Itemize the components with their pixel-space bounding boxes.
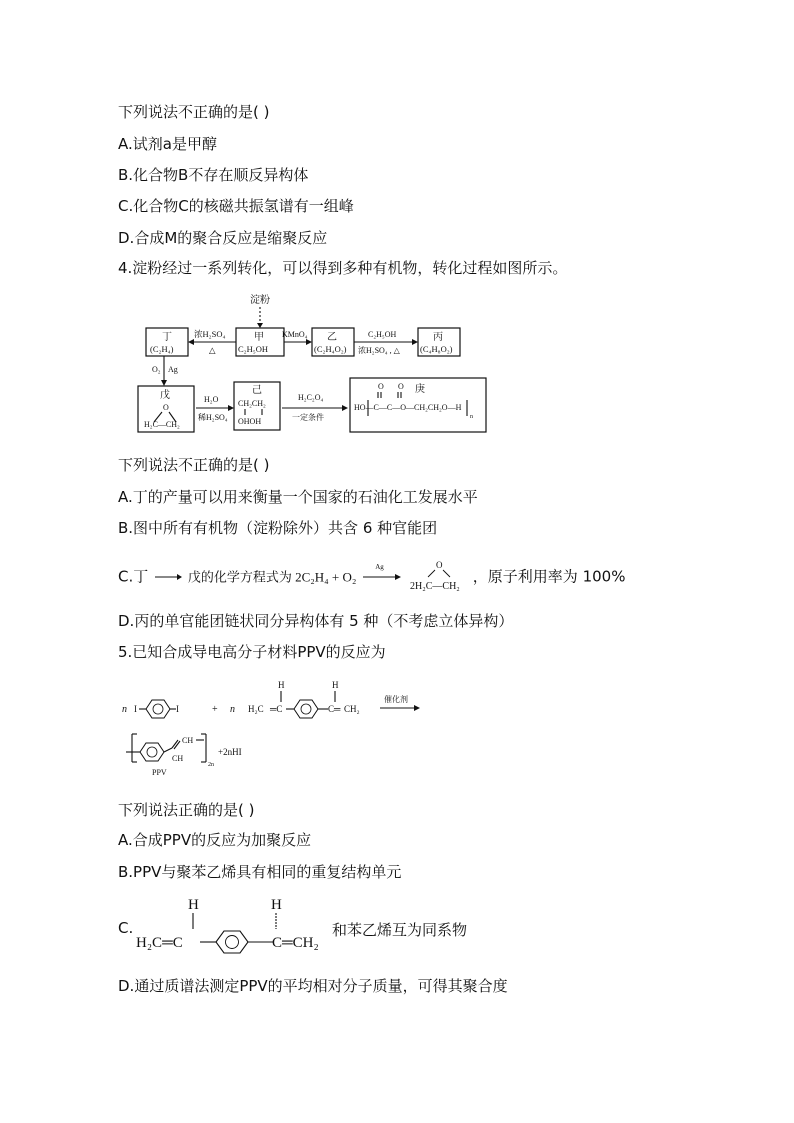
ppv-ch-top: CH	[182, 736, 194, 745]
q4-stem: 下列说法不正确的是( )	[118, 456, 270, 474]
jia-formula: C₂H₅OH	[238, 344, 269, 354]
q3-stem: 下列说法不正确的是( )	[118, 103, 270, 121]
svg-text:H₂C—CH₂: H₂C—CH₂	[144, 420, 180, 429]
epoxide-structure	[408, 560, 468, 592]
ding-formula: (C₂H₄)	[150, 344, 174, 354]
svg-text:O: O	[378, 382, 384, 391]
ding-name: 丁	[162, 332, 172, 343]
geng-formula: HO—C—C—O—CH₂CH₂O—H	[354, 403, 462, 412]
divinyl-right-group: C═CH₂	[272, 935, 319, 951]
starch-label: 淀粉	[250, 295, 270, 306]
cond-oxalic: H₂C₂O₄	[298, 393, 324, 402]
svg-text:O: O	[163, 403, 169, 412]
coef-n2: n	[230, 704, 235, 715]
ji-bottom: OHOH	[238, 417, 262, 426]
cond-dil-h2so4: 稀H₂SO₄	[198, 413, 228, 422]
cond-delta: △	[209, 345, 216, 355]
q4-conversion-diagram	[132, 290, 492, 438]
cond-kmno4: KMnO₄	[282, 330, 308, 339]
q3-option-b: B.化合物B不存在顺反异构体	[118, 166, 309, 184]
cond-h2so4-delta: 浓H₂SO₄ , △	[358, 346, 400, 355]
coef-n1: n	[122, 704, 127, 715]
svg-text:O: O	[436, 560, 443, 570]
q4-option-a: A.丁的产量可以用来衡量一个国家的石油化工发展水平	[118, 488, 478, 506]
q3-option-c: C.化合物C的核磁共振氢谱有一组峰	[118, 197, 354, 215]
svg-text:═C: ═C	[270, 704, 283, 714]
reaction-arrow-icon	[153, 567, 183, 587]
geng-name: 庚	[415, 384, 425, 395]
iodo-left: I	[134, 704, 137, 714]
cond-h2so4: 浓H₂SO₄	[194, 329, 226, 339]
yi-name: 乙	[327, 332, 337, 343]
vinyl-h-left: H	[278, 680, 285, 690]
vinyl-h2c: H₂C	[248, 704, 264, 714]
jia-name: 甲	[254, 332, 264, 343]
q4-option-c	[118, 560, 626, 592]
ji-top: CH₂CH₂	[238, 399, 266, 408]
svg-text:O: O	[398, 382, 404, 391]
q5-stem: 下列说法正确的是( )	[118, 801, 255, 819]
divinylbenzene-structure	[136, 895, 351, 955]
iodo-right: I	[176, 704, 179, 714]
q4-option-c-product: 2H₂C—CH₂	[410, 581, 460, 592]
q4-intro: 4.淀粉经过一系列转化，可以得到多种有机物，转化过程如图所示。	[118, 259, 568, 277]
vinyl-h-right: H	[332, 680, 339, 690]
plus-sign: +	[212, 704, 218, 715]
q4-option-c-ag: Ag	[375, 563, 384, 571]
q5-option-c-label: C.	[118, 919, 134, 937]
q4-option-b: B.图中所有有机物（淀粉除外）共含 6 种官能团	[118, 519, 438, 537]
catalyst-arrow-icon	[361, 563, 403, 587]
vinyl-ch2: CH₂	[344, 704, 360, 714]
cond-ag: Ag	[168, 365, 178, 374]
wu-name: 戊	[160, 390, 170, 401]
ppv-ch-bottom: CH	[172, 754, 184, 763]
catalyst-label: 催化剂	[384, 695, 408, 704]
divinyl-left-group: H₂C═C	[136, 935, 183, 951]
q5-intro: 5.已知合成导电高分子材料PPV的反应为	[118, 643, 386, 661]
ppv-label: PPV	[152, 768, 167, 777]
q3-option-a: A.试剂a是甲醇	[118, 135, 217, 153]
ppv-subscript: 2n	[208, 762, 214, 768]
svg-text:C═: C═	[328, 704, 341, 714]
q3-option-d: D.合成M的聚合反应是缩聚反应	[118, 229, 328, 247]
divinyl-h-left: H	[188, 897, 199, 913]
cond-o2: O₂	[152, 365, 161, 374]
q5-option-a: A.合成PPV的反应为加聚反应	[118, 831, 312, 849]
q4-option-d: D.丙的单官能团链状同分异构体有 5 种（不考虑立体异构）	[118, 612, 514, 630]
q5-option-b: B.PPV与聚苯乙烯具有相同的重复结构单元	[118, 863, 402, 881]
q4-option-c-equation: 戊的化学方程式为 2C₂H₄ + O₂	[187, 569, 357, 585]
q5-option-c	[118, 895, 518, 955]
cond-etoh: C₂H₅OH	[368, 330, 397, 339]
q5-ppv-reaction	[118, 678, 428, 778]
q4-option-c-prefix: C.丁	[118, 567, 149, 586]
cond-certain: 一定条件	[292, 413, 324, 422]
ji-name: 己	[252, 385, 262, 396]
cond-h2o: H₂O	[204, 395, 219, 404]
q4-option-c-suffix: ，原子利用率为 100%	[472, 567, 626, 586]
q5-option-d: D.通过质谱法测定PPV的平均相对分子质量，可得其聚合度	[118, 977, 508, 995]
svg-text:n: n	[470, 414, 473, 420]
yi-formula: (C₂H₄O₂)	[314, 344, 347, 354]
hi-byproduct: +2nHI	[218, 747, 242, 757]
q5-option-c-text: 和苯乙烯互为同系物	[332, 921, 468, 939]
divinyl-h-right: H	[271, 897, 282, 913]
bing-formula: (C₄H₈O₂)	[420, 344, 453, 354]
bing-name: 丙	[433, 332, 443, 343]
